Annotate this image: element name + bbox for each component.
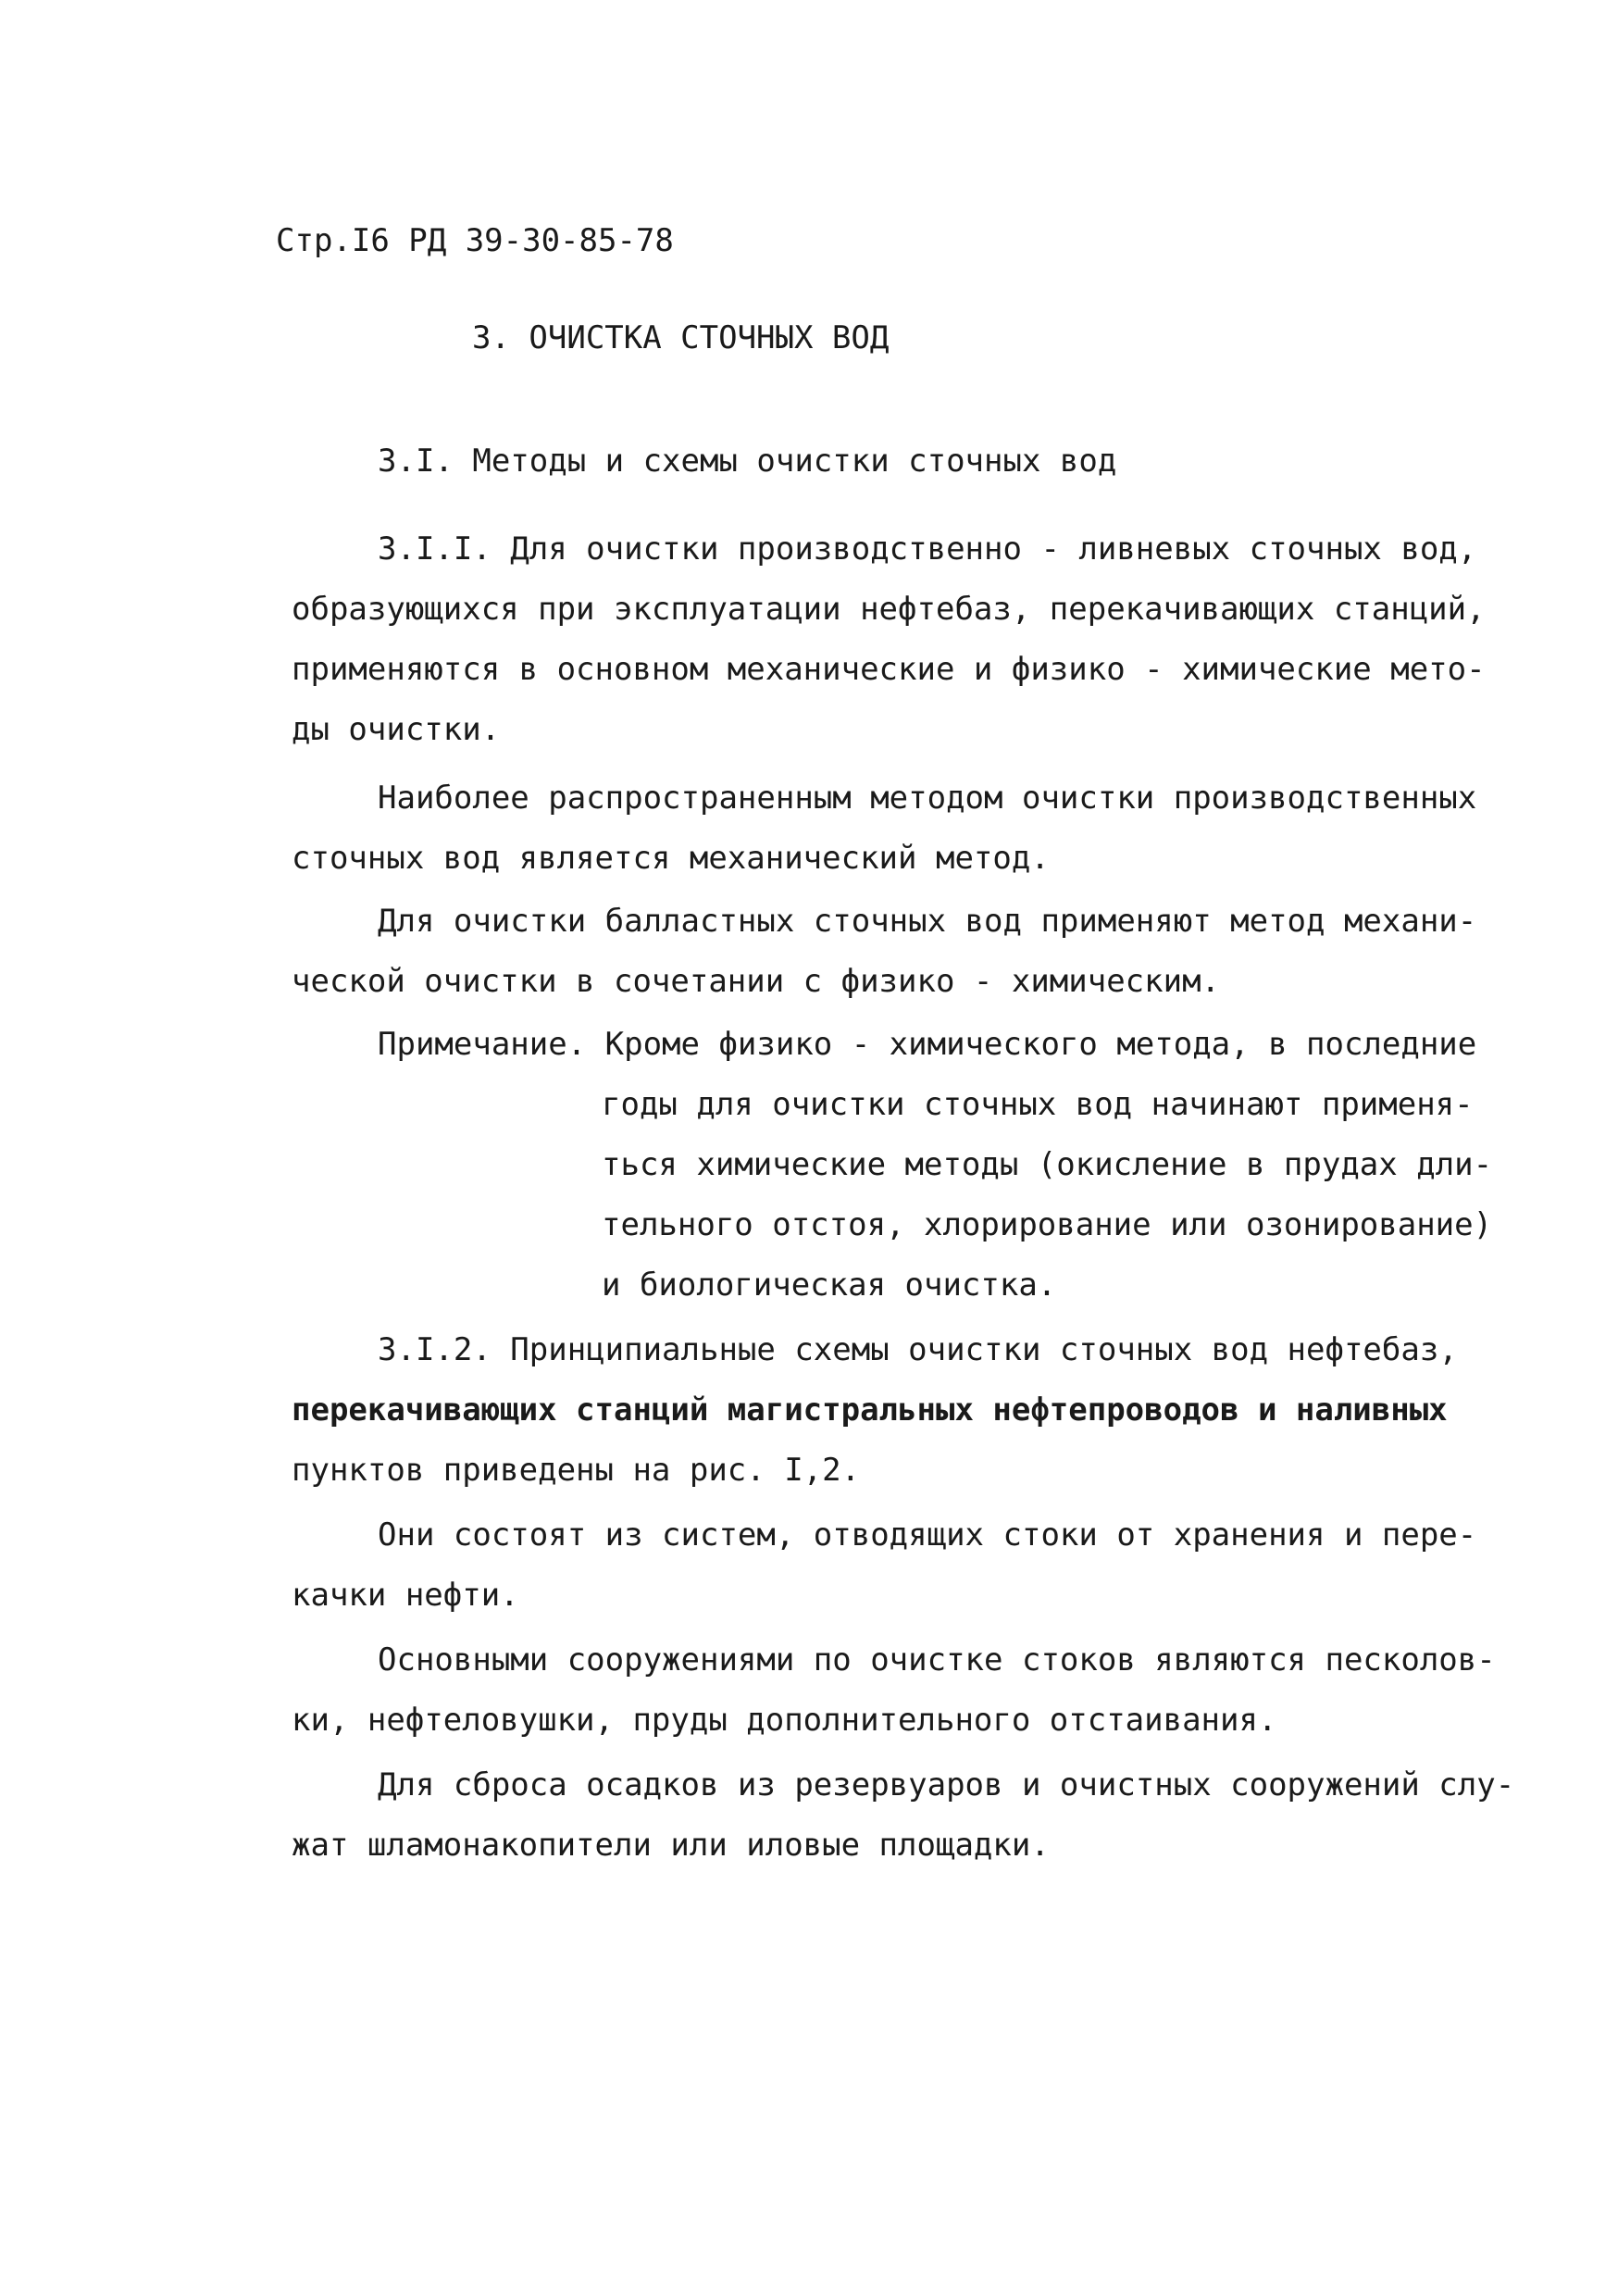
- section-title: 3. ОЧИСТКА СТОЧНЫХ ВОД: [472, 319, 890, 356]
- text-line: Они состоят из систем, отводящих стоки от хранения и пере-: [378, 1516, 1477, 1554]
- page-header: Стр.I6 РД 39-30-85-78: [276, 222, 674, 259]
- text-line: Наиболее распространенным методом очистки производственных: [378, 780, 1477, 817]
- text-line: ческой очистки в сочетании с физико - химическим.: [292, 963, 1221, 1000]
- text-line: Основными сооружениями по очистке стоков являются песколов-: [378, 1641, 1496, 1678]
- text-line: ды очистки.: [292, 711, 501, 748]
- text-line: сточных вод является механический метод.: [292, 840, 1050, 877]
- subsection-title: 3.I. Методы и схемы очистки сточных вод: [378, 443, 1117, 480]
- text-line: ки, нефтеловушки, пруды дополнительного отстаивания.: [292, 1702, 1277, 1739]
- text-line: качки нефти.: [292, 1577, 519, 1614]
- note-line: тельного отстоя, хлорирование или озонирование): [602, 1206, 1493, 1243]
- text-line: Для сброса осадков из резервуаров и очистных сооружений слу-: [378, 1766, 1515, 1803]
- text-line: жат шламонакопители или иловые площадки.: [292, 1827, 1050, 1864]
- text-line: пунктов приведены на рис. I,2.: [292, 1452, 861, 1489]
- text-line: применяются в основном механические и физико - химические мето-: [292, 651, 1486, 688]
- text-line: 3.I.I. Для очистки производственно - ливневых сточных вод,: [378, 530, 1477, 568]
- text-line: перекачивающих станций магистральных нефтепроводов и наливных: [292, 1391, 1448, 1429]
- note-line: и биологическая очистка.: [602, 1267, 1057, 1304]
- text-line: Для очистки балластных сточных вод применяют метод механи-: [378, 903, 1477, 940]
- note-line: Примечание. Кроме физико - химического метода, в последние: [378, 1026, 1477, 1063]
- note-line: ться химические методы (окисление в прудах дли-: [602, 1146, 1493, 1183]
- note-line: годы для очистки сточных вод начинают применя-: [602, 1086, 1474, 1123]
- text-line: 3.I.2. Принципиальные схемы очистки сточных вод нефтебаз,: [378, 1331, 1458, 1368]
- text-line: образующихся при эксплуатации нефтебаз, перекачивающих станций,: [292, 591, 1486, 628]
